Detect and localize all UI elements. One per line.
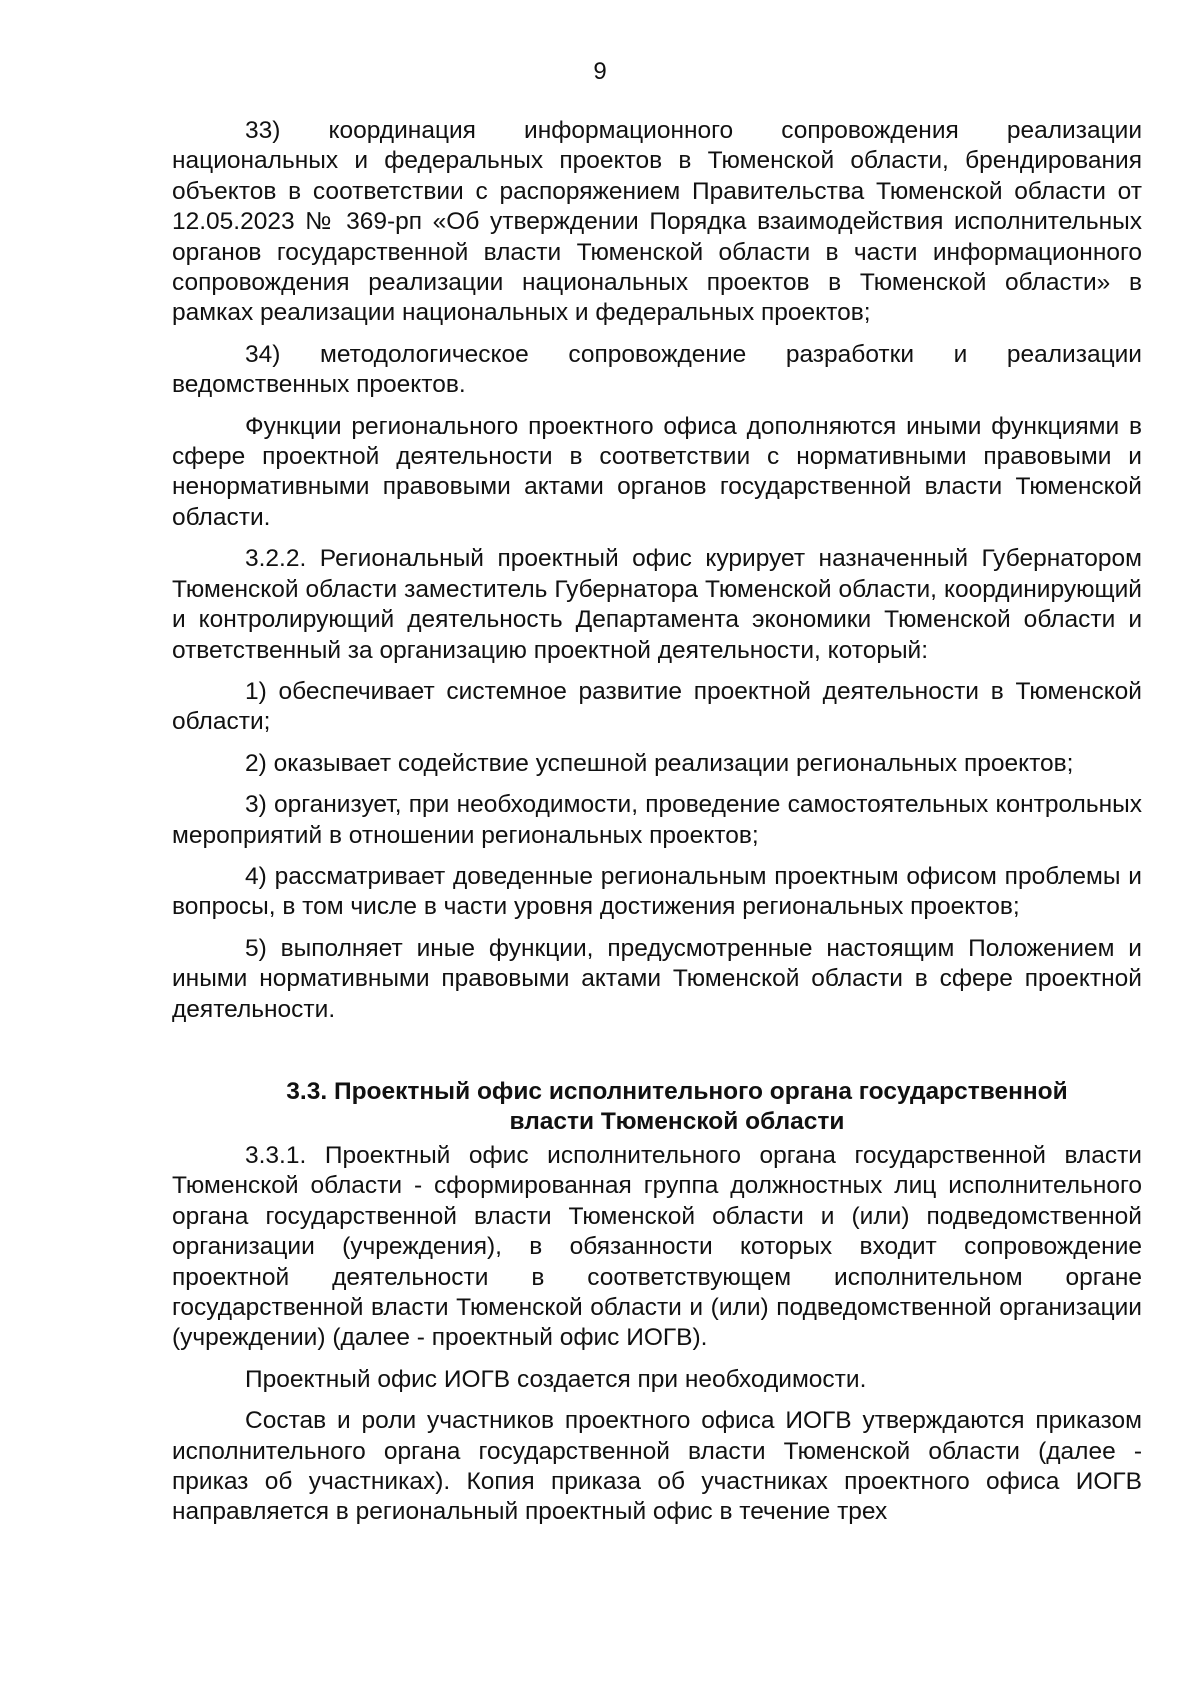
paragraph-3-2-2: 3.2.2. Региональный проектный офис курирует назначенный Губернатором Тюменской области заместитель Губернатора Тюменской области, координирующий и контролирующий деятельность Департамента экономики Тюменской области и ответственный за организацию проектной деятельности, который: [172,545,1142,664]
section-heading-3-3 [172,1077,1142,1137]
section-heading-line-2: власти Тюменской области [509,1107,845,1135]
list-item-5: 5) выполняет иные функции, предусмотренные настоящим Положением и иными нормативными правовыми актами Тюменской области в сфере проектной деятельности. [172,934,1142,1023]
section-heading-line-1: 3.3. Проектный офис исполнительного органа государственной [286,1077,1068,1105]
paragraph-item-33: 33) координация информационного сопровождения реализации национальных и федеральных проектов в Тюменской области, брендирования объектов в соответствии с распоряжением Правительства Тюменской области от 12.05.2023 № 369-рп «Об утверждении Порядка взаимодействия исполнительных органов государственной власти Тюменской области в части информационного сопровождения реализации национальных проектов в Тюменской области» в рамках реализации национальных и федеральных проектов; [172,117,1142,327]
paragraph-3-3-1: 3.3.1. Проектный офис исполнительного органа государственной власти Тюменской области - сформированная группа должностных лиц исполнительного органа государственной власти Тюменской области и (или) подведомственной организации (учреждения), в обязанности которых входит сопровождение проектной деятельности в соответствующем исполнительном органе государственной власти Тюменской области и (или) подведомственной организации (учреждении) (далее - проектный офис ИОГВ). [172,1141,1142,1352]
list-item-1: 1) обеспечивает системное развитие проектной деятельности в Тюменской области; [172,677,1142,736]
paragraph-composition-roles: Состав и роли участников проектного офиса ИОГВ утверждаются приказом исполнительного органа государственной власти Тюменской области (далее - приказ об участниках). Копия приказа об участниках проектного офиса ИОГВ направляется в региональный проектный офис в течение трех [172,1407,1142,1526]
paragraph-item-34: 34) методологическое сопровождение разработки и реализации ведомственных проектов. [172,340,1142,399]
paragraph-created-if-needed: Проектный офис ИОГВ создается при необходимости. [245,1365,867,1393]
page-number: 9 [593,58,607,85]
document-body [172,116,1142,1539]
list-item-4: 4) рассматривает доведенные региональным проектным офисом проблемы и вопросы, в том числе в части уровня достижения региональных проектов; [172,862,1142,921]
paragraph-functions: Функции регионального проектного офиса дополняются иными функциями в сфере проектной деятельности в соответствии с нормативными правовыми и ненормативными правовыми актами органов государственной власти Тюменской области. [172,412,1142,531]
list-item-2: 2) оказывает содействие успешной реализации региональных проектов; [245,749,1074,777]
list-item-3: 3) организует, при необходимости, проведение самостоятельных контрольных мероприятий в отношении региональных проектов; [172,791,1142,849]
